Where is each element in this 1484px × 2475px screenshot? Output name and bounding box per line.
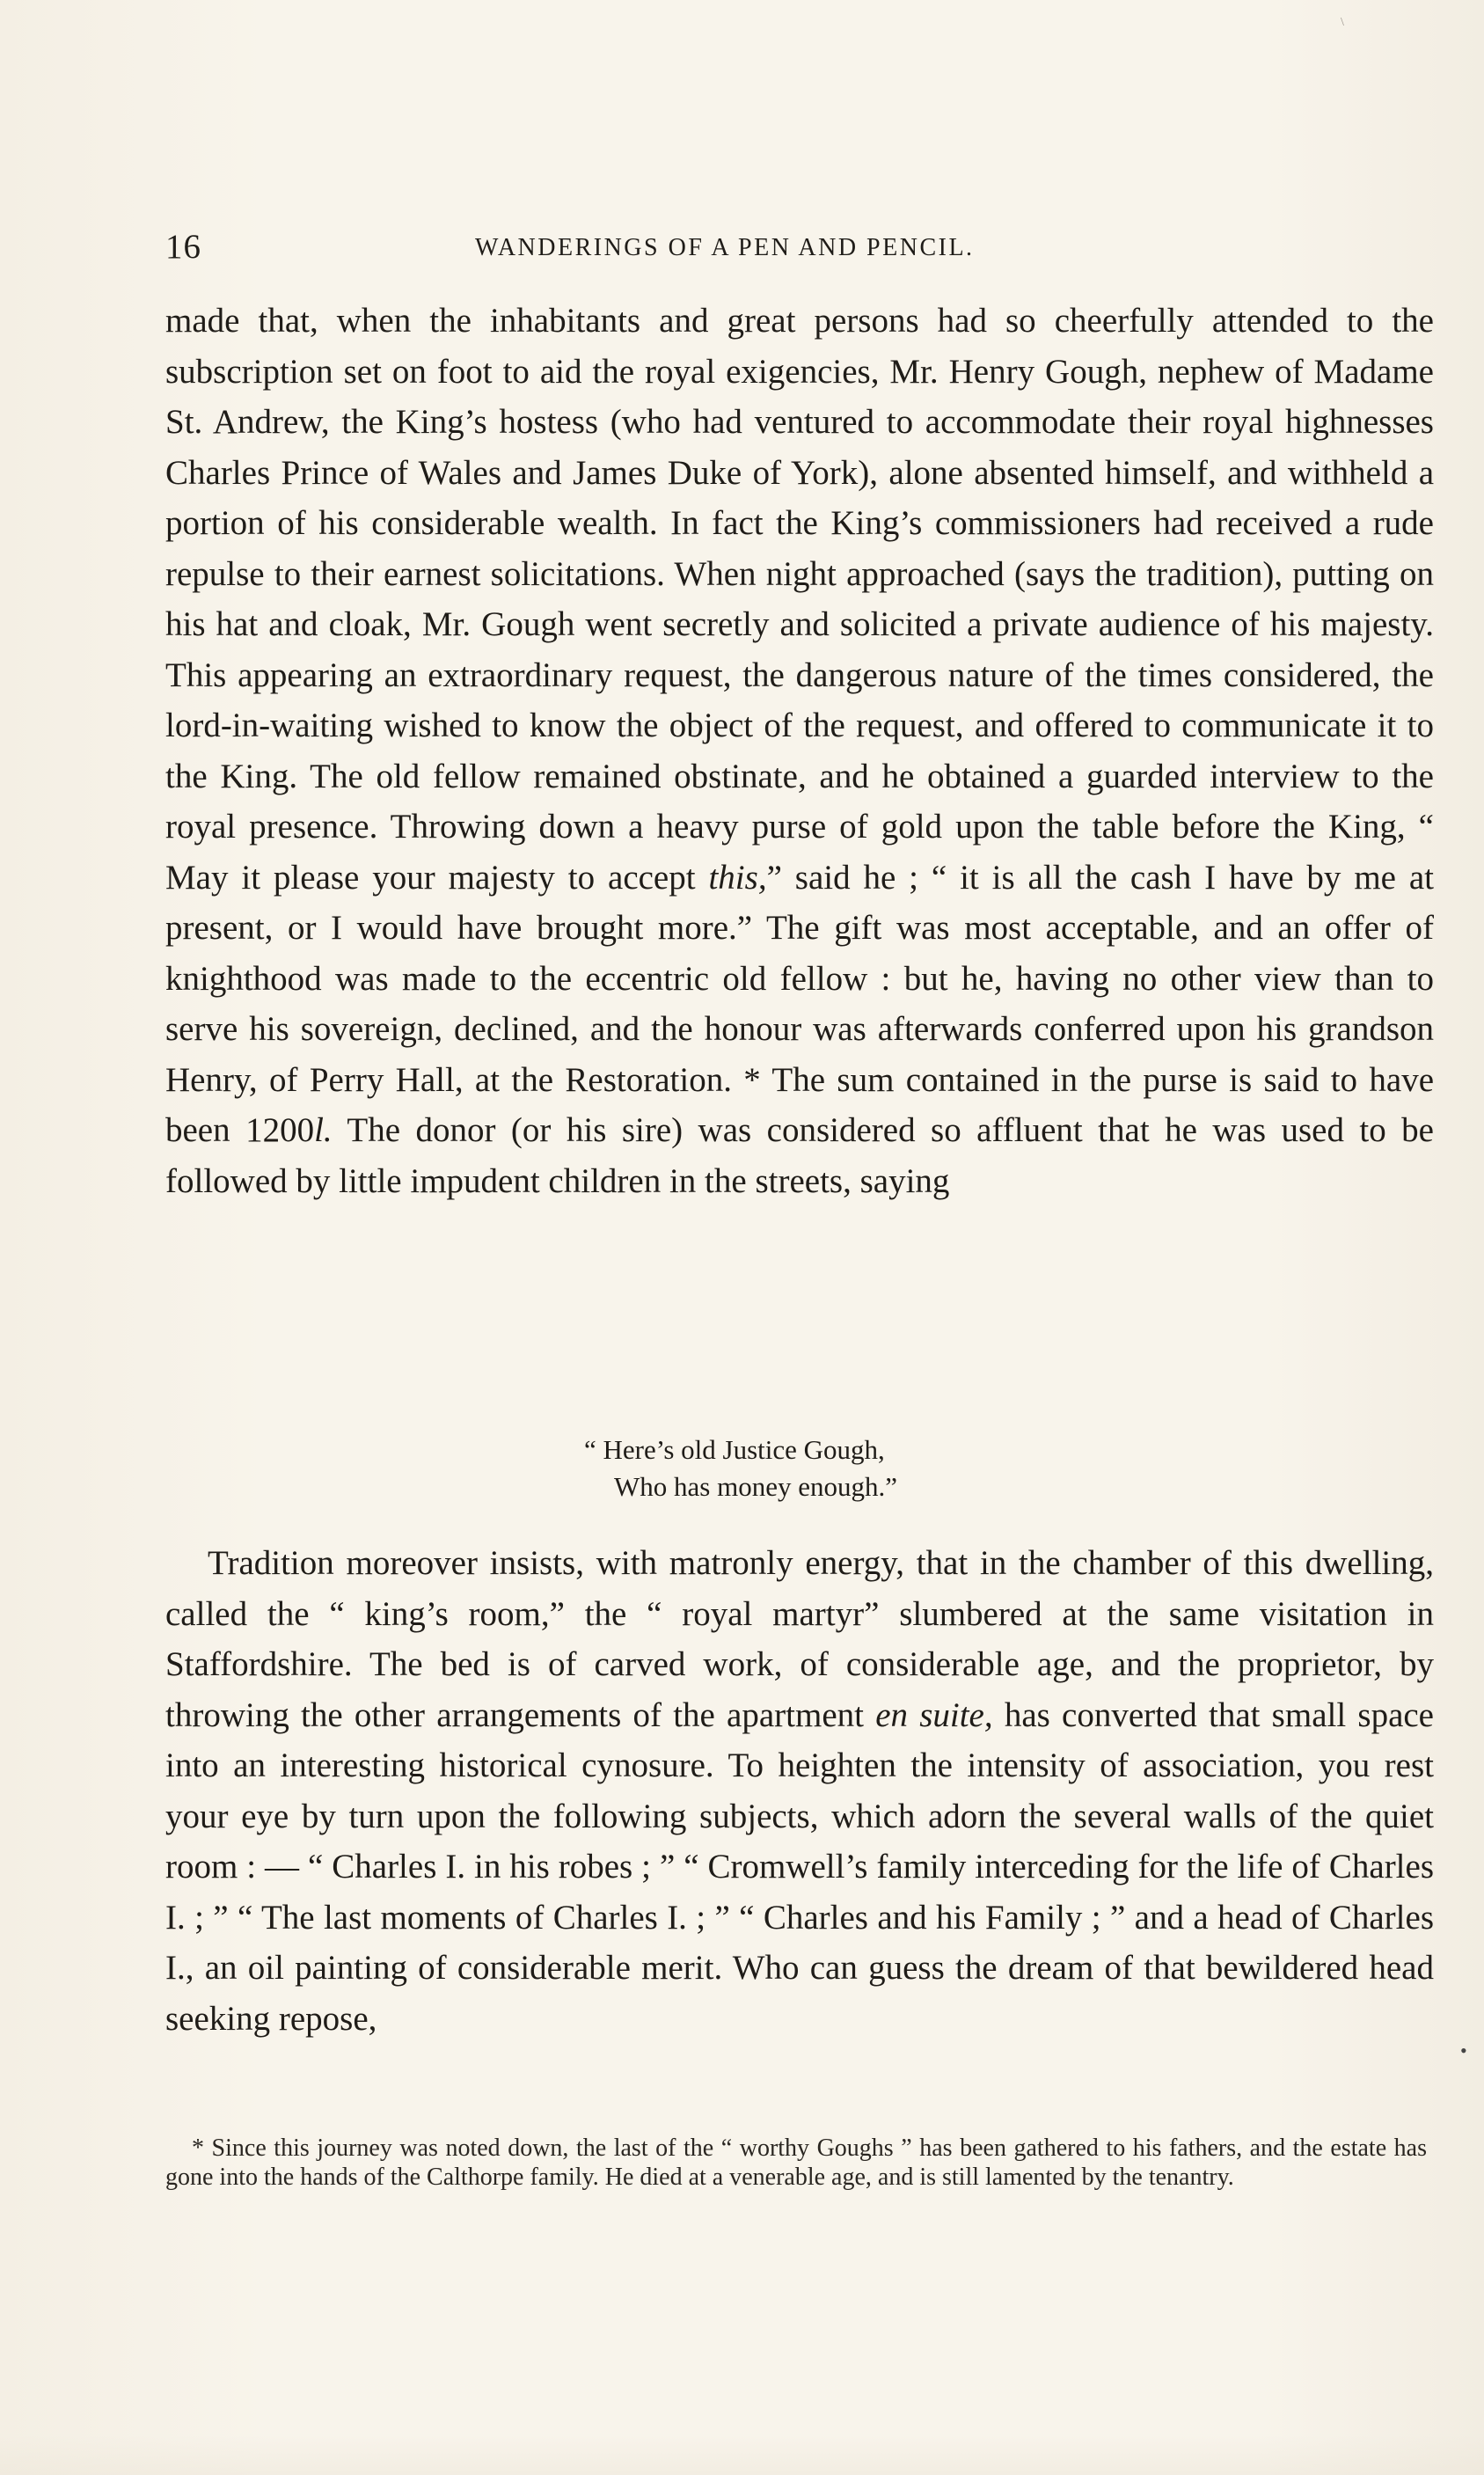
- paragraph-1-italic-this: this,: [708, 858, 767, 897]
- footnote: * Since this journey was noted down, the last of the “ worthy Goughs ” has been gathered to his fathers, and the estate has gone into the hands of the Calthorpe family. He died at a venerable age, and is still lamented by the tenantry.: [165, 2135, 1427, 2191]
- page-number: 16: [165, 228, 201, 266]
- paragraph-2-italic-en-suite: en suite,: [875, 1695, 993, 1734]
- paragraph-1-text-c: The donor (or his sire) was considered so affluent that he was used to be followed by little impudent children in the streets, saying: [165, 1111, 1434, 1200]
- paragraph-1-text-b: ” said he ; “ it is all the cash I have by me at present, or I would have brought more.” The gift was most acceptable, and an offer of knighthood was made to the eccentric old fellow : but he, having no other view than to serve his sovereign, declined, and the honour was afterwards conferred upon his grandson Henry, of Perry Hall, at the Restoration. * The sum contained in the purse is said to have been 1200: [165, 858, 1434, 1149]
- margin-dot: •: [1460, 2039, 1467, 2061]
- verse-quotation: [584, 1432, 897, 1505]
- paragraph-1-text-a: made that, when the inhabitants and great persons had so cheerfully attended to the subscription set on foot to aid the royal exigencies, Mr. Henry Gough, nephew of Madame St. Andrew, the King’s hostess (who had ventured to accommodate their royal highnesses Charles Prince of Wales and James Duke of York), alone absented himself, and withheld a portion of his considerable wealth. In fact the King’s commissioners had received a rude repulse to their earnest solicitations. When night approached (says the tradition), putting on his hat and cloak, Mr. Gough went secretly and solicited a private audience of his majesty. This appearing an extraordinary request, the dangerous nature of the times considered, the lord-in-waiting wished to know the object of the request, and offered to communicate it to the King. The old fellow remained obstinate, and he obtained a guarded interview to the royal presence. Throwing down a heavy purse of gold upon the table before the King, “ May it please your majesty to accept: [165, 302, 1434, 897]
- verse-line-1: “ Here’s old Justice Gough,: [584, 1434, 885, 1465]
- margin-speck: \: [1341, 16, 1344, 29]
- paragraph-2-text-b: has converted that small space into an interesting historical cynosure. To heighten the intensity of association, you rest your eye by turn upon the following subjects, which adorn the several walls of the quiet room : — “ Charles I. in his robes ; ” “ Cromwell’s family interceding for the life of Charles I. ; ” “ The last moments of Charles I. ; ” “ Charles and his Family ; ” and a head of Charles I., an oil painting of considerable merit. Who can guess the dream of that bewildered head seeking repose,: [165, 1695, 1434, 2038]
- verse-line-2: Who has money enough.”: [614, 1471, 897, 1502]
- paragraph-1: [165, 296, 1434, 1206]
- paragraph-2: [165, 1538, 1434, 2044]
- running-title: WANDERINGS OF A PEN AND PENCIL.: [475, 234, 975, 261]
- page-edge-shadow: [0, 2435, 1484, 2475]
- paragraph-1-italic-pounds: l.: [314, 1111, 333, 1149]
- running-header: [165, 227, 1436, 271]
- paragraph-2-text-a: Tradition moreover insists, with matronly energy, that in the chamber of this dwelling, called the “ king’s room,” the “ royal martyr” slumbered at the same visitation in Staffordshire. The bed is of carved work, of considerable age, and the proprietor, by throwing the other arrangements of the apartment: [165, 1544, 1434, 1734]
